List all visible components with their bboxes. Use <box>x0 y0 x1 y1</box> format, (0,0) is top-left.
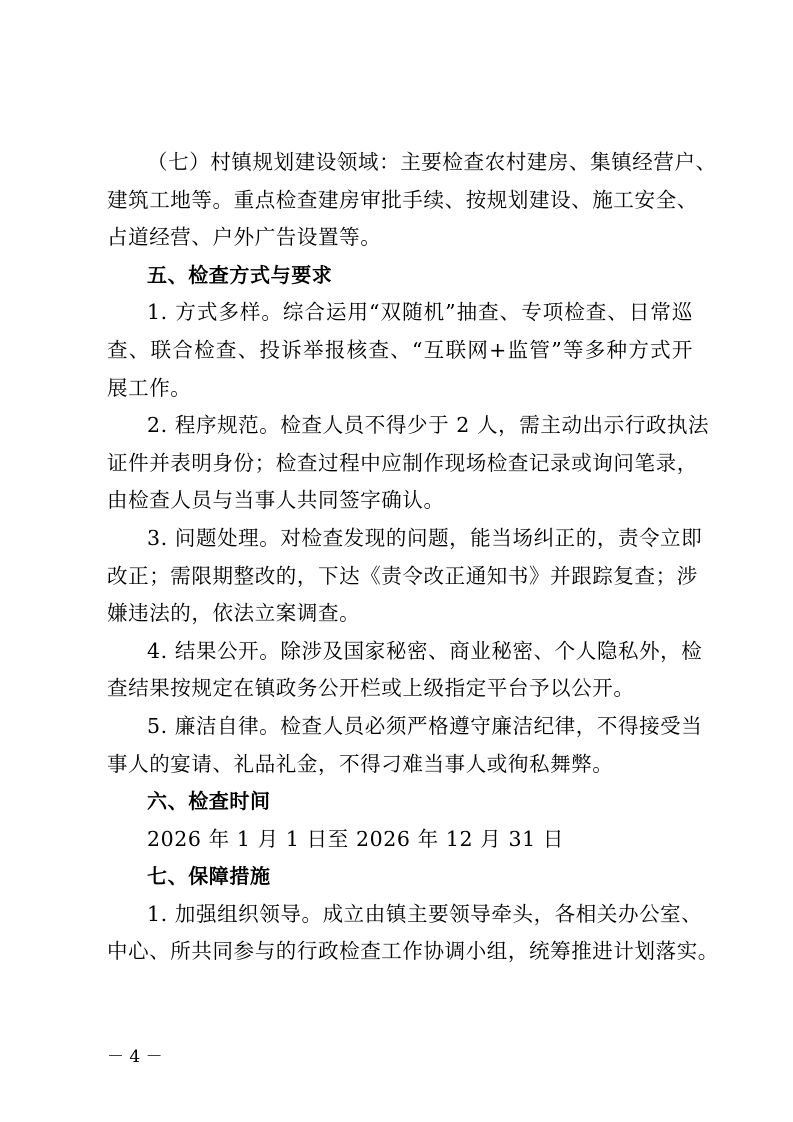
document-body <box>107 144 719 971</box>
paragraph-line: 事人的宴请、礼品礼金，不得刁难当事人或徇私舞弊。 <box>107 751 614 776</box>
paragraph-line: 中心、所共同参与的行政检查工作协调小组，统筹推进计划落实。 <box>107 939 719 964</box>
paragraph-line: 展工作。 <box>107 375 192 400</box>
paragraph-line: 查、联合检查、投诉举报核查、“互联网+监管”等多种方式开 <box>107 337 693 362</box>
paragraph-line: 1. 加强组织领导。成立由镇主要领导牵头，各相关办公室、 <box>147 901 703 926</box>
paragraph-line: 4. 结果公开。除涉及国家秘密、商业秘密、个人隐私外，检 <box>147 638 703 663</box>
paragraph-line: 2026 年 1 月 1 日至 2026 年 12 月 31 日 <box>147 826 564 851</box>
paragraph-line: 3. 问题处理。对检查发现的问题，能当场纠正的，责令立即 <box>147 525 703 550</box>
page-number: － 4 － <box>107 1047 163 1067</box>
paragraph-line: 5. 廉洁自律。检查人员必须严格遵守廉洁纪律，不得接受当 <box>147 713 703 738</box>
paragraph-line: 2. 程序规范。检查人员不得少于 2 人，需主动出示行政执法 <box>147 413 710 438</box>
paragraph-line: （七）村镇规划建设领域：主要检查农村建房、集镇经营户、 <box>147 150 717 174</box>
section-heading: 七、保障措施 <box>147 864 271 889</box>
section-heading: 五、检查方式与要求 <box>147 262 333 287</box>
paragraph-line: 改正；需限期整改的，下达《责令改正通知书》并跟踪复查；涉 <box>107 563 698 588</box>
paragraph-line: 查结果按规定在镇政务公开栏或上级指定平台予以公开。 <box>107 676 635 701</box>
paragraph-line: 占道经营、户外广告设置等。 <box>107 225 382 250</box>
paragraph-line: 1. 方式多样。综合运用“双随机”抽查、专项检查、日常巡 <box>147 300 693 325</box>
paragraph-line: 建筑工地等。重点检查建房审批手续、按规划建设、施工安全、 <box>107 187 698 212</box>
paragraph-line: 嫌违法的，依法立案调查。 <box>107 601 361 626</box>
paragraph-line: 由检查人员与当事人共同签字确认。 <box>107 488 445 513</box>
paragraph-line: 证件并表明身份；检查过程中应制作现场检查记录或询问笔录， <box>107 450 698 475</box>
section-heading: 六、检查时间 <box>147 789 271 814</box>
